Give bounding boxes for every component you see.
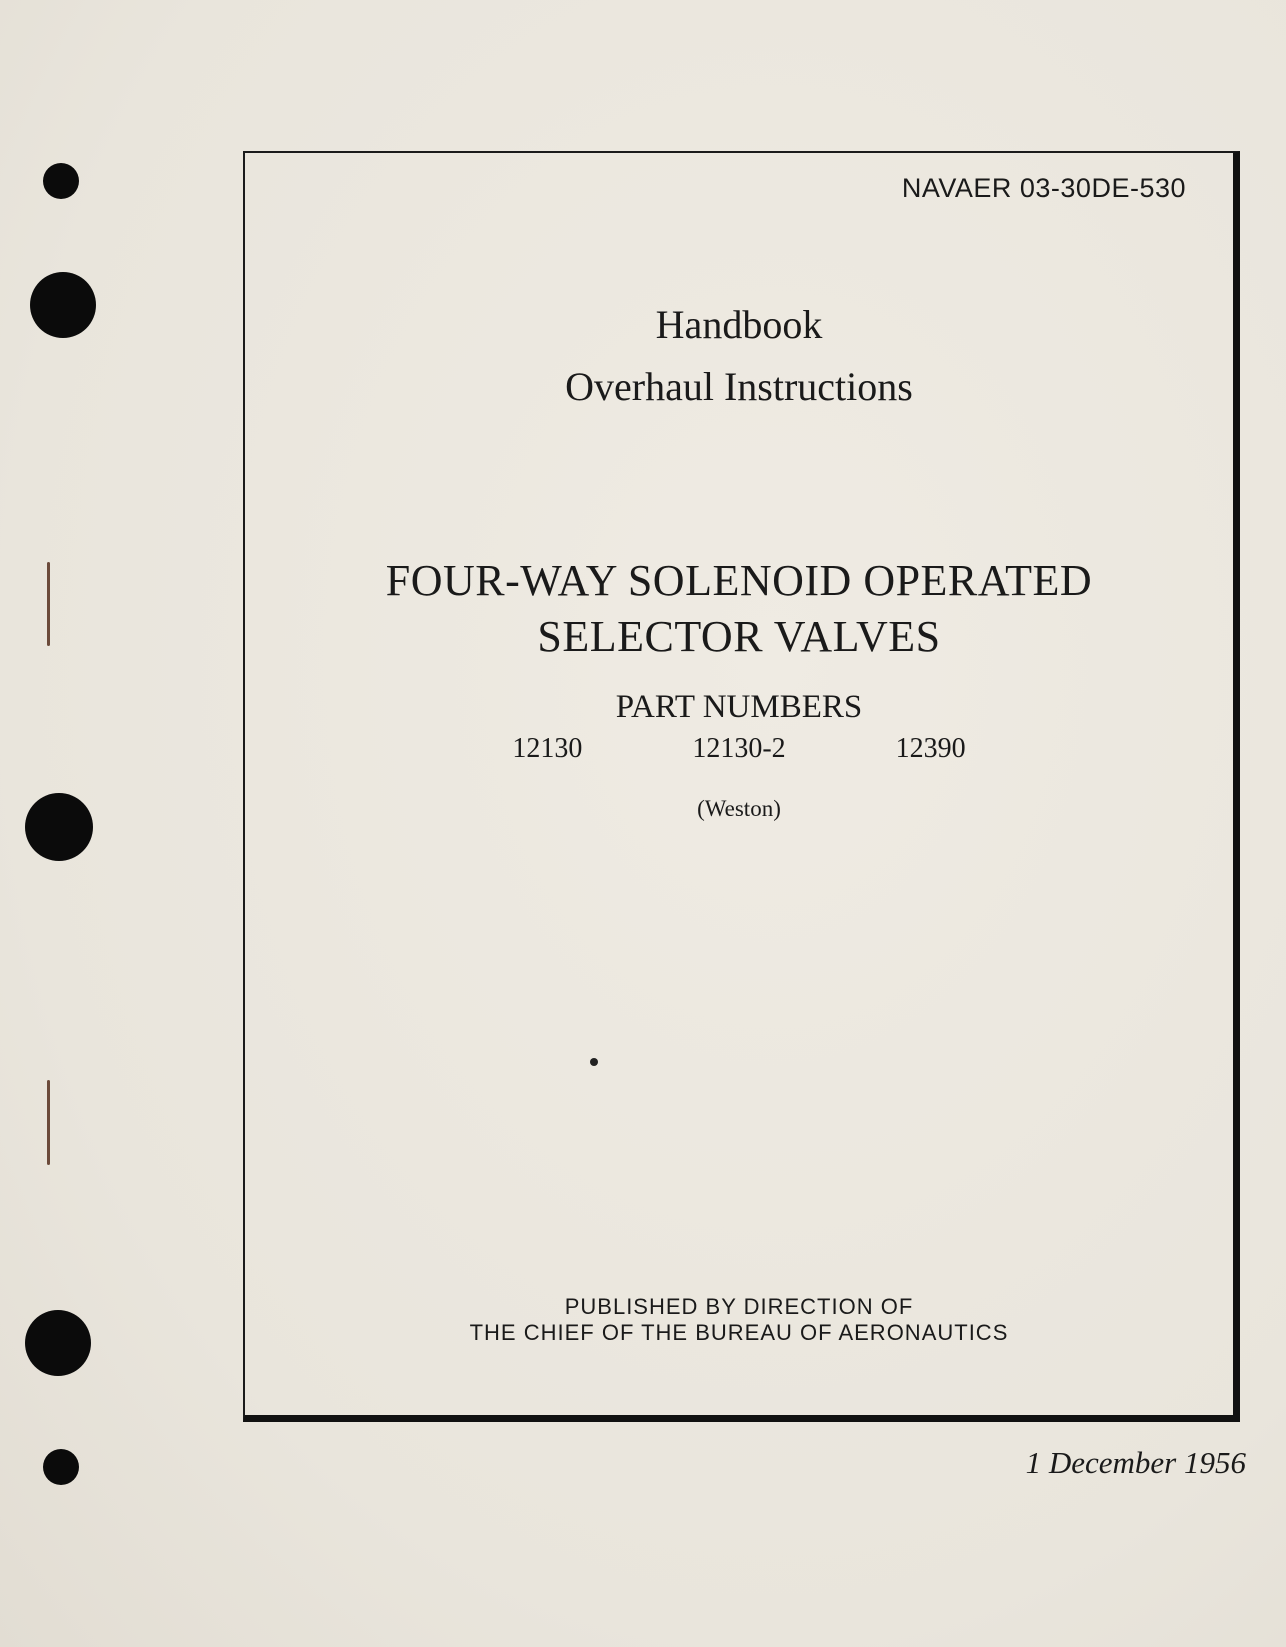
part-numbers-label: PART NUMBERS [615,689,863,725]
published-by-line-1: PUBLISHED BY DIRECTION OF [564,1294,914,1319]
document-title-line-2: SELECTOR VALVES [537,612,941,661]
staple-mark [47,1080,50,1165]
binder-hole [43,163,79,199]
heading-handbook: Handbook [655,302,823,347]
title-frame [243,151,1240,1422]
part-number: 12130 [512,733,583,764]
binder-hole [30,272,96,338]
published-by-line-2: THE CHIEF OF THE BUREAU OF AERONAUTICS [469,1320,1009,1345]
binder-hole [25,1310,91,1376]
manufacturer-name: (Weston) [697,796,781,821]
part-numbers-list [245,733,1233,765]
document-title-line-1: FOUR-WAY SOLENOID OPERATED [385,556,1093,605]
document-number: NAVAER 03-30DE-530 [901,173,1186,203]
publication-date: 1 December 1956 [1025,1445,1246,1480]
heading-overhaul-instructions: Overhaul Instructions [565,364,913,409]
ink-speck [590,1058,598,1066]
part-number: 12130-2 [692,733,786,764]
staple-mark [47,562,50,646]
binder-hole [25,793,93,861]
binder-hole [43,1449,79,1485]
part-number: 12390 [895,733,966,764]
